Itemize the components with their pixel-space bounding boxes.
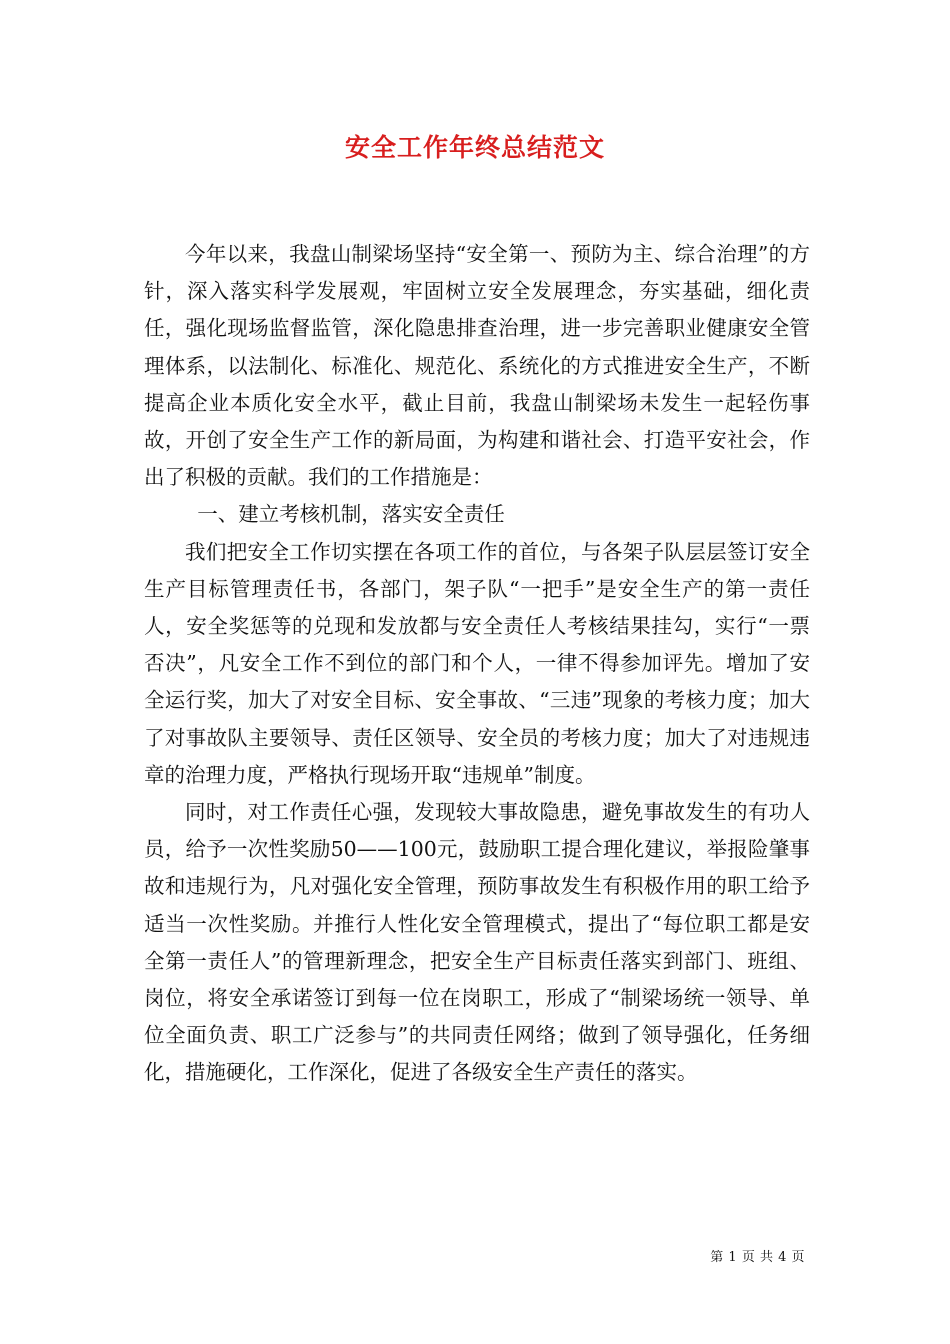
section-heading-1: 一、建立考核机制，落实安全责任 [197, 502, 505, 527]
document-title: 安全工作年终总结范文 [344, 133, 605, 162]
page-number-footer: 第 1 页 共 4 页 [710, 1250, 805, 1265]
document-body [144, 236, 810, 1092]
paragraph-rewards: 同时，对工作责任心强，发现较大事故隐患，避免事故发生的有功人员，给予一次性奖励50——100元，鼓励职工提合理化建议，举报险肇事故和违规行为，凡对强化安全管理，预防事故发生有积极作用的职工给予适当一次性奖励。并推行人性化安全管理模式，提出了“每位职工都是安全第一责任人”的管理新理念，把安全生产目标责任落实到部门、班组、岗位，将安全承诺签订到每一位在岗职工，形成了“制梁场统一领导、单位全面负责、职工广泛参与”的共同责任网络；做到了领导强化，任务细化，措施硬化，工作深化，促进了各级安全生产责任的落实。 [144, 800, 810, 1085]
paragraph-intro: 今年以来，我盘山制梁场坚持“安全第一、预防为主、综合治理”的方针，深入落实科学发展观，牢固树立安全发展理念，夯实基础，细化责任，强化现场监督监管，深化隐患排查治理，进一步完善职业健康安全管理体系，以法制化、标准化、规范化、系统化的方式推进安全生产，不断提高企业本质化安全水平，截止目前，我盘山制梁场未发生一起轻伤事故，开创了安全生产工作的新局面，为构建和谐社会、打造平安社会，作出了积极的贡献。我们的工作措施是： [144, 242, 810, 490]
paragraph-responsibility: 我们把安全工作切实摆在各项工作的首位，与各架子队层层签订安全生产目标管理责任书，各部门，架子队“一把手”是安全生产的第一责任人，安全奖惩等的兑现和发放都与安全责任人考核结果挂勾，实行“一票否决”，凡安全工作不到位的部门和个人，一律不得参加评先。增加了安全运行奖，加大了对安全目标、安全事故、“三违”现象的考核力度；加大了对事故队主要领导、责任区领导、安全员的考核力度；加大了对违规违章的治理力度，严格执行现场开取“违规单”制度。 [144, 539, 810, 787]
